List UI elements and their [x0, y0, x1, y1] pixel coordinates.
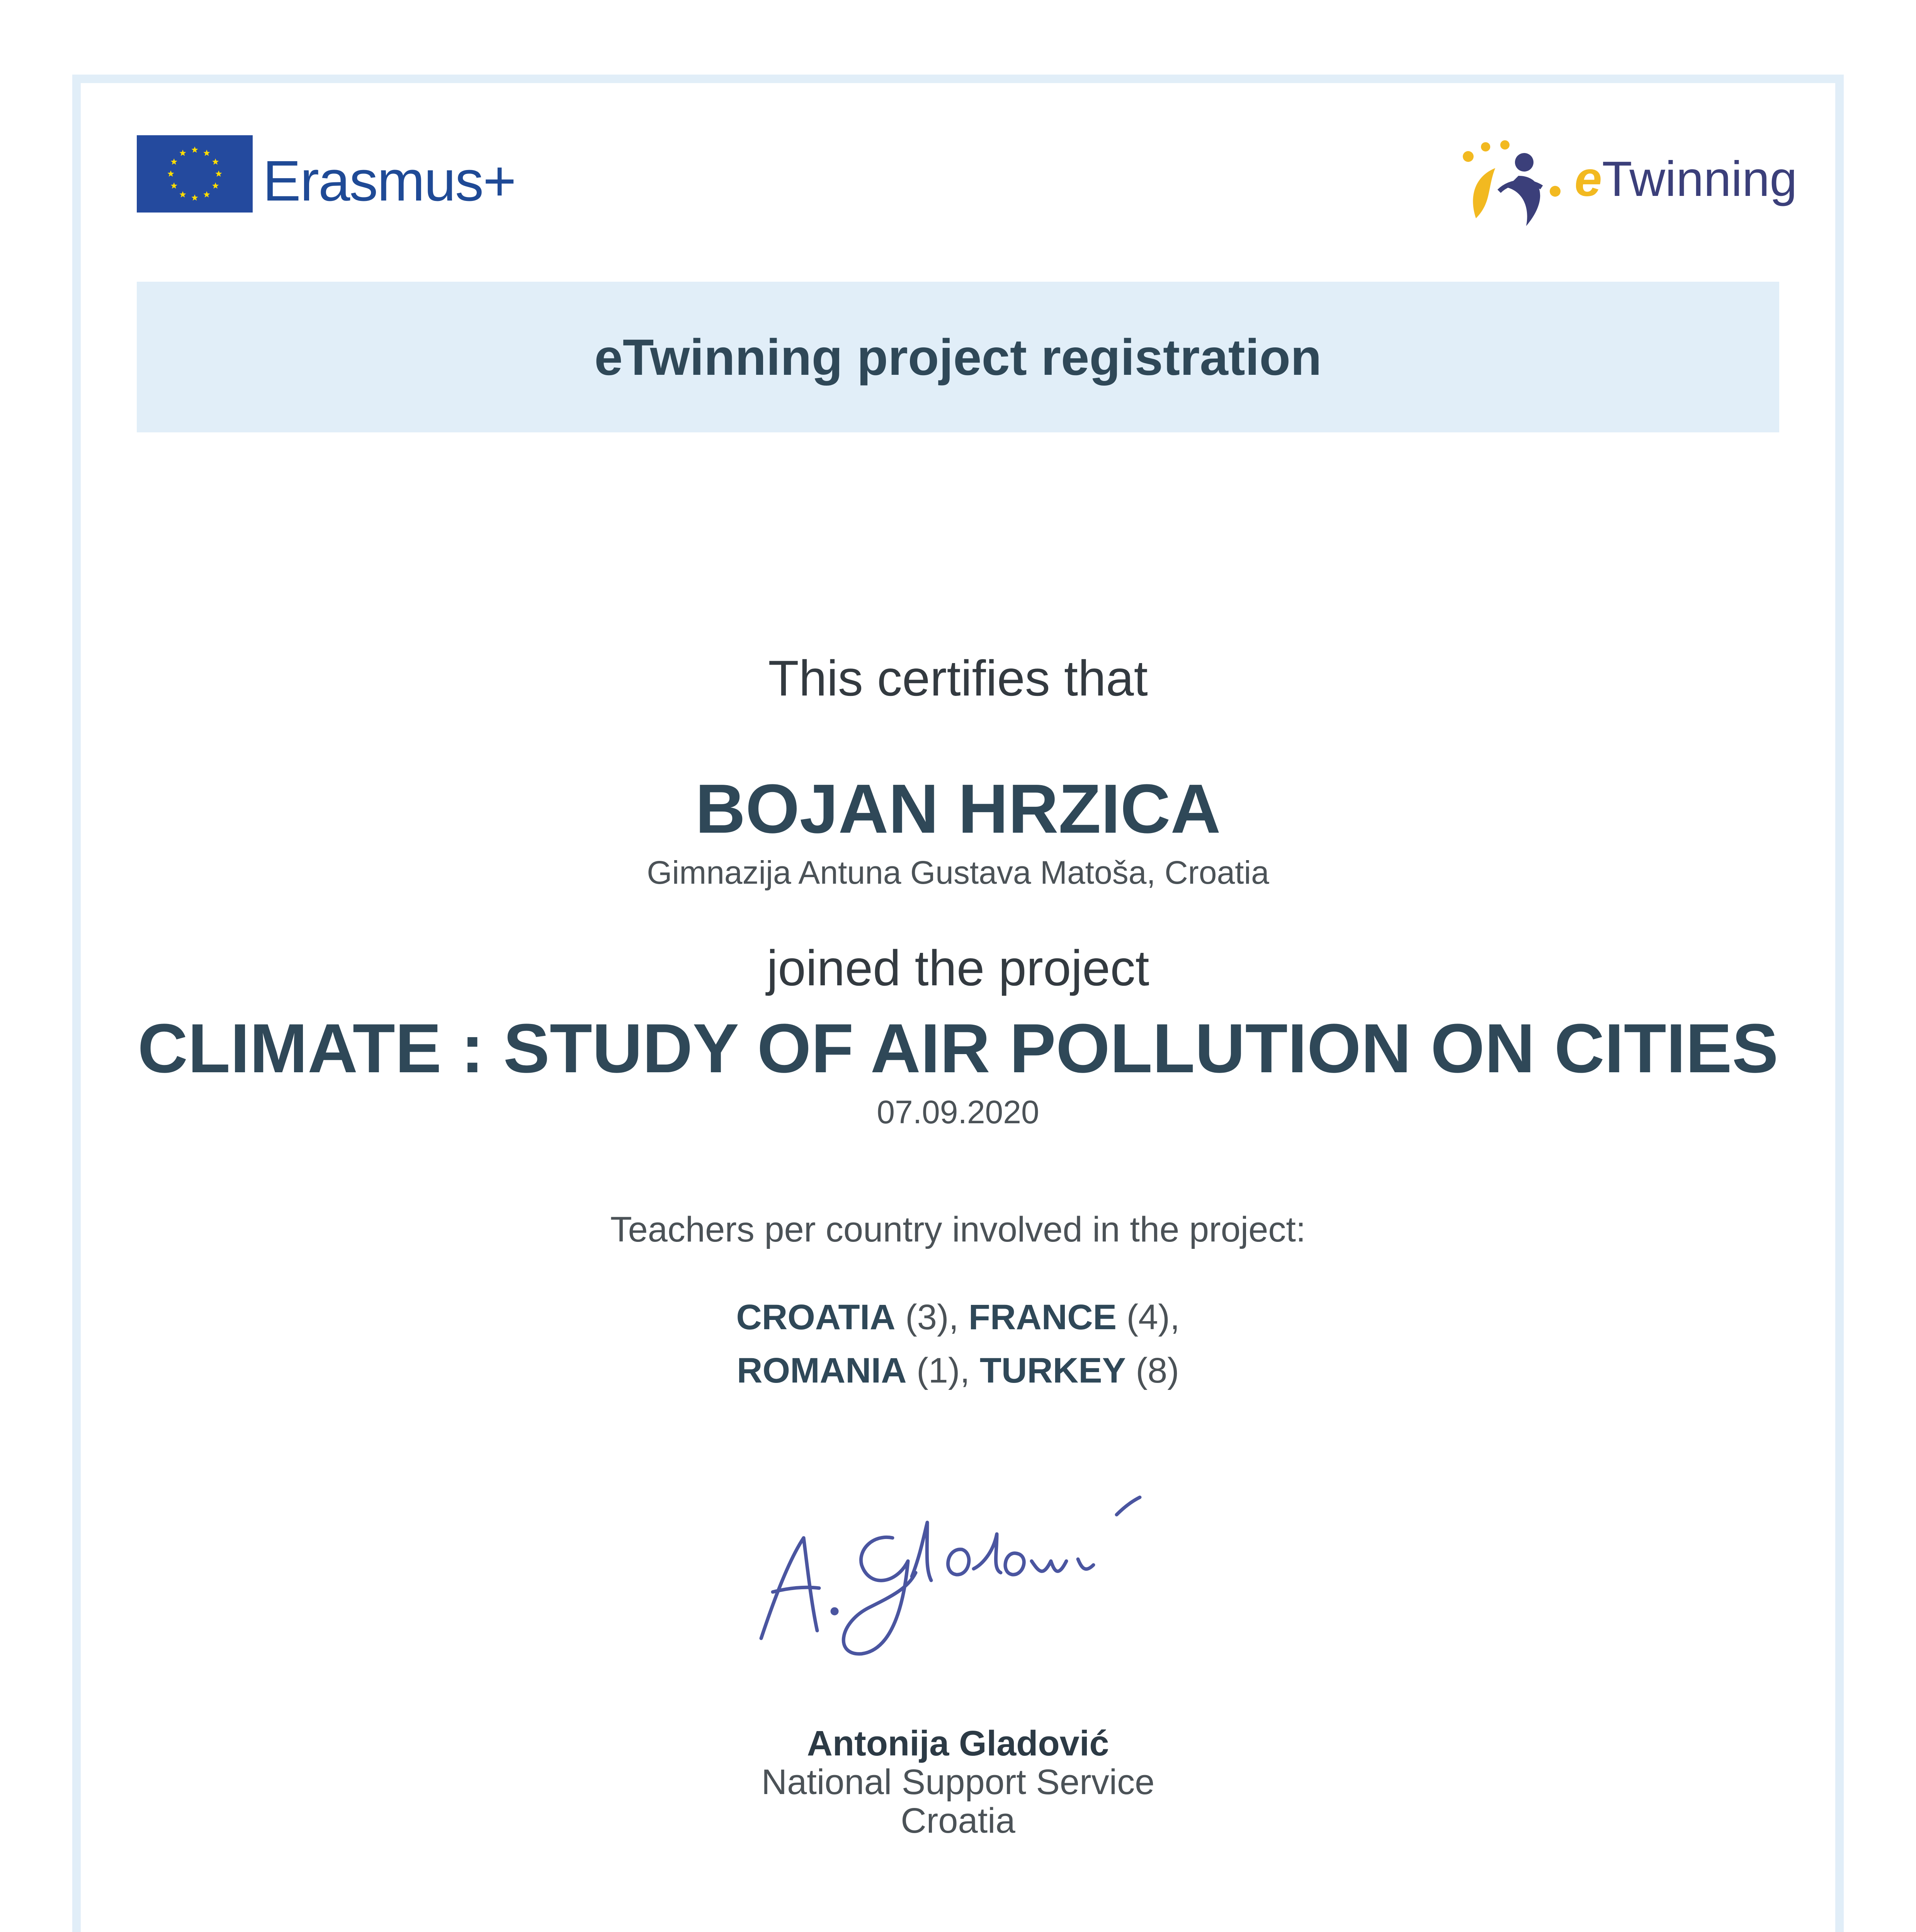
handwritten-signature [746, 1476, 1178, 1677]
country-name: FRANCE [968, 1298, 1117, 1337]
recipient-school: Gimnazija Antuna Gustava Matoša, Croatia [647, 854, 1269, 891]
etwinning-logo-text: eTwinning [1574, 151, 1797, 207]
recipient-name: BOJAN HRZICA [695, 770, 1221, 848]
country-count: (4) [1126, 1298, 1170, 1337]
project-date: 07.09.2020 [877, 1094, 1039, 1130]
signer-role: National Support Service [761, 1762, 1155, 1802]
etwinning-figures-icon [1453, 133, 1569, 234]
country-count: (8) [1136, 1351, 1179, 1390]
project-title: CLIMATE : STUDY OF AIR POLLUTION ON CITIES [138, 1010, 1778, 1087]
country-count: (3) [905, 1298, 949, 1337]
country-name: CROATIA [736, 1298, 896, 1337]
teachers-label: Teachers per country involved in the project: [610, 1210, 1306, 1249]
eu-flag-icon [137, 135, 253, 213]
country-list [0, 1291, 1916, 1397]
signer-country: Croatia [901, 1801, 1015, 1840]
certifies-text: This certifies that [768, 650, 1148, 706]
page-title: eTwinning project registration [594, 328, 1322, 386]
country-line: CROATIA (3), FRANCE (4), [736, 1298, 1180, 1337]
erasmus-logo-text: Erasmus+ [263, 149, 516, 213]
country-name: TURKEY [979, 1351, 1126, 1390]
country-line: ROMANIA (1), TURKEY (8) [737, 1351, 1179, 1390]
country-name: ROMANIA [737, 1351, 907, 1390]
joined-text: joined the project [767, 940, 1149, 996]
signer-name: Antonija Gladović [807, 1724, 1109, 1763]
header-band [137, 282, 1779, 432]
country-count: (1) [916, 1351, 960, 1390]
